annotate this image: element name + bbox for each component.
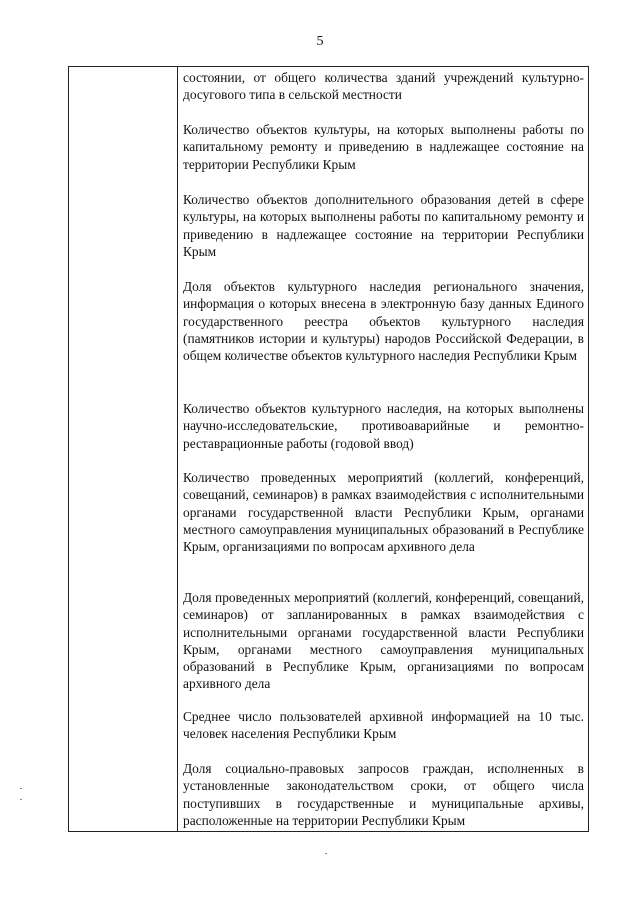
table-cell-text: состоянии, от общего количества зданий учреждений культурно-досугового типа в сельской местности	[183, 70, 584, 103]
indicator-table	[68, 66, 589, 832]
table-cell-text: Количество объектов культурного наследия, на которых выполнены научно-исследовательские, противоаварийные и ремонтно-реставрационные работы (годовой ввод)	[183, 401, 584, 451]
table-cell-text: Доля проведенных мероприятий (коллегий, конференций, совещаний, семинаров) от запланированных в рамках взаимодействия с исполнительными органами государственной власти Республики Крым, органами местного самоуправления муниципальных образований в Республике Крым, организациями по вопросам архивного дела	[183, 590, 584, 692]
table-cell-text: Доля объектов культурного наследия регионального значения, информация о которых внесена в электронную базу данных Единого государственного реестра объектов культурного наследия (памятников истории и культуры) народов Российской Федерации, в общем количестве объектов культурного наследия Республики Крым	[183, 279, 584, 364]
table-cell-text: Количество проведенных мероприятий (коллегий, конференций, совещаний, семинаров) в рамках взаимодействия с исполнительными органами государственной власти Республики Крым, органами местного самоуправления муниципальных образований в Республике Крым, организациями по вопросам архивного дела	[183, 470, 584, 555]
table-cell-text: Количество объектов культуры, на которых выполнены работы по капитальному ремонту и приведению в надлежащее состояние на территории Республики Крым	[183, 122, 584, 172]
page-number: 5	[316, 34, 324, 49]
scan-speck	[20, 788, 22, 789]
table-cell-text: Среднее число пользователей архивной информацией на 10 тыс. человек населения Республики Крым	[183, 709, 584, 742]
scan-speck	[325, 853, 327, 854]
table-cell-text: Количество объектов дополнительного образования детей в сфере культуры, на которых выполнены работы по капитальному ремонту и приведению в надлежащее состояние на территории Республики Крым	[183, 192, 584, 259]
column-divider	[177, 67, 178, 831]
scan-speck	[20, 799, 22, 800]
table-cell-text: Доля социально-правовых запросов граждан, исполненных в установленные законодательством сроки, от общего числа поступивших в государственные и муниципальные архивы, расположенные на территории Республики Крым	[183, 761, 584, 828]
